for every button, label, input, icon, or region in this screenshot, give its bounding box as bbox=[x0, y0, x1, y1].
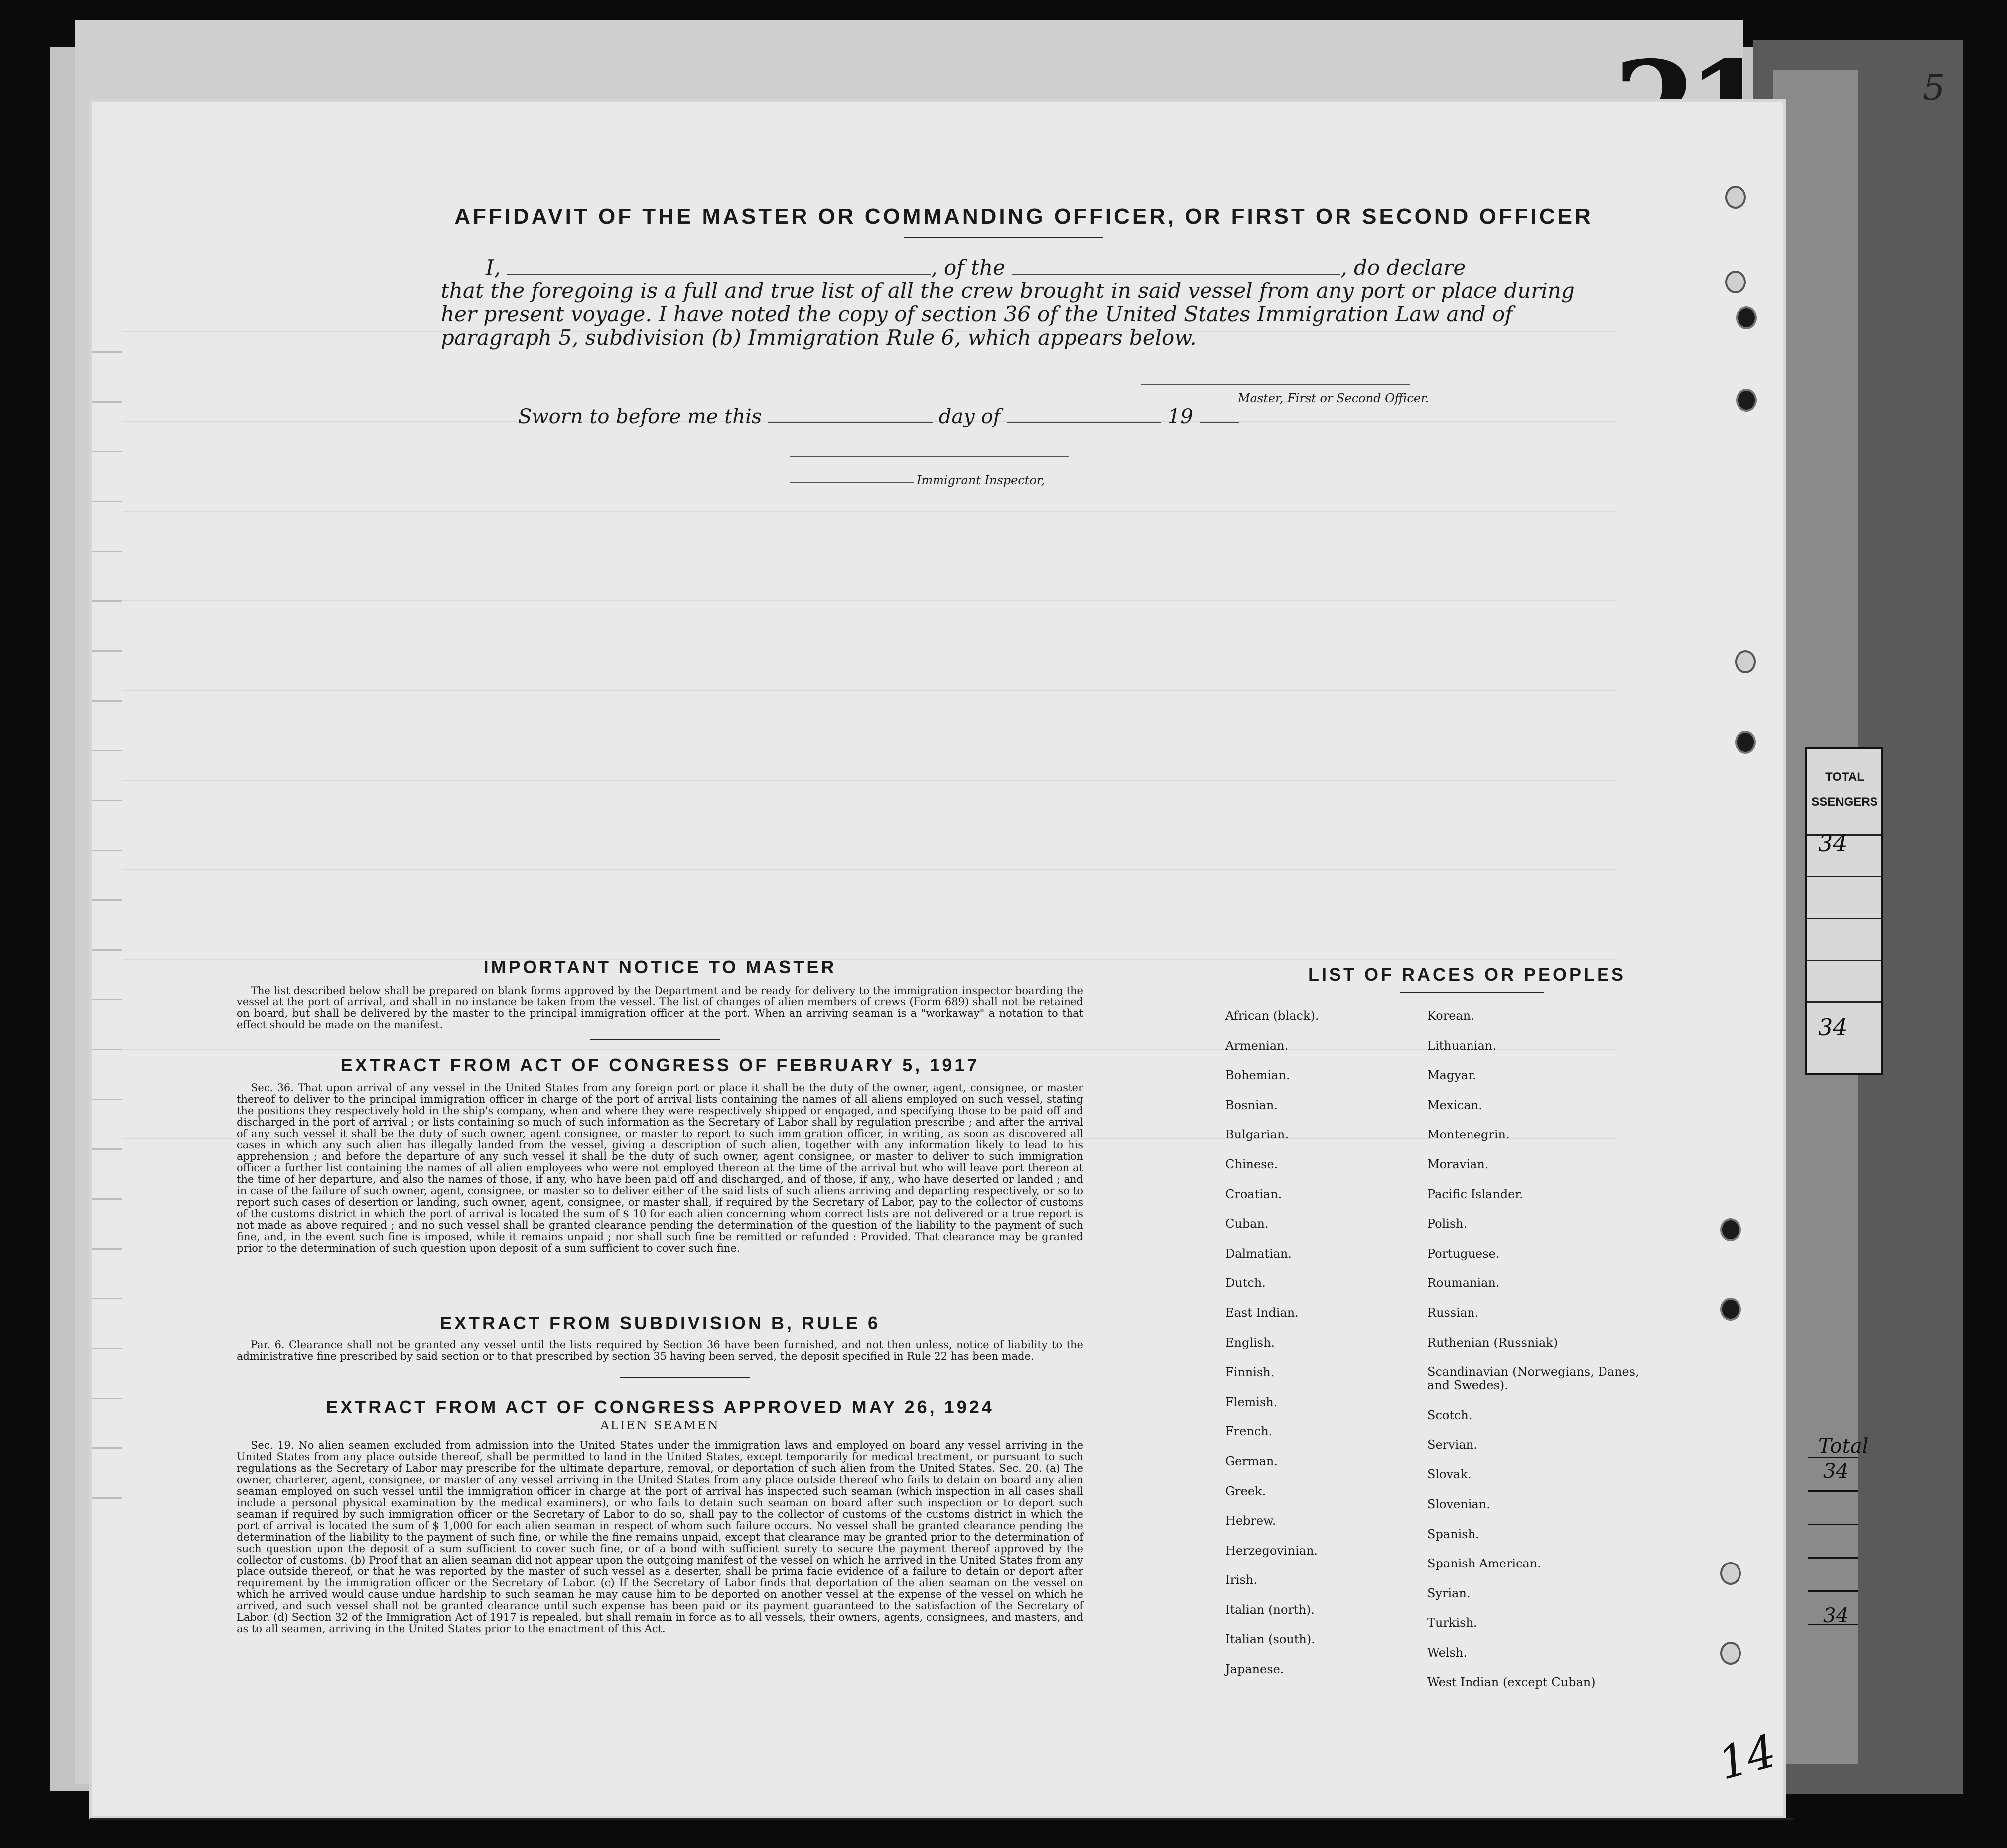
race-item: Italian (north). bbox=[1225, 1602, 1315, 1617]
sworn-month-blank bbox=[1007, 407, 1161, 423]
sworn-year: 19 bbox=[1167, 405, 1193, 428]
total-passengers-header bbox=[1807, 765, 1882, 815]
race-item: Welsh. bbox=[1427, 1645, 1467, 1660]
race-item: African (black). bbox=[1225, 1009, 1319, 1023]
affidavit-i: I, bbox=[486, 255, 501, 280]
sworn-text: Sworn to before me this bbox=[518, 405, 762, 428]
name-blank bbox=[507, 259, 931, 275]
race-item: Mexican. bbox=[1427, 1098, 1482, 1112]
notice-rule bbox=[590, 1039, 720, 1040]
race-item: Greek. bbox=[1225, 1484, 1266, 1498]
punch-hole bbox=[1720, 1298, 1741, 1321]
race-item: Lithuanian. bbox=[1427, 1038, 1497, 1053]
affidavit-do-declare: , do declare bbox=[1340, 255, 1466, 280]
race-item: Armenian. bbox=[1225, 1038, 1289, 1053]
master-signature-line bbox=[1141, 384, 1410, 385]
races-column-1 bbox=[1225, 1009, 1435, 1692]
race-item: English. bbox=[1225, 1335, 1275, 1350]
total-lines bbox=[1808, 1425, 1858, 1625]
bottom-edge bbox=[90, 1818, 1793, 1820]
punch-hole bbox=[1725, 271, 1746, 293]
race-item: French. bbox=[1225, 1424, 1273, 1439]
race-item: Bohemian. bbox=[1225, 1068, 1290, 1083]
master-signature-label: Master, First or Second Officer. bbox=[1238, 391, 1429, 405]
punch-hole bbox=[1720, 1562, 1741, 1585]
race-item: Korean. bbox=[1427, 1009, 1474, 1023]
race-item: Japanese. bbox=[1225, 1662, 1284, 1677]
race-item: Dutch. bbox=[1225, 1276, 1266, 1290]
race-item: Turkish. bbox=[1427, 1616, 1477, 1630]
extract-1917-text: Sec. 36. That upon arrival of any vessel in the United States from any foreign port or place it shall be the duty of the owner, agent, consignee, or master thereof to deliver to the principal immigration officer in charge of the port of arrival lists containing the names of all aliens employed on such vessel, stating the positions they respectively hold in the ship's company, when and where they were respectively shipped or engaged, and specifying those to be paid off and discharged in the port of arrival ; or lists containing so much of such information as the Secretary of Labor shall by regulation prescribe ; and after the arrival of any such vessel it shall be the duty of such owner, agent consignee, or master to report to such immigration officer, in writing, as soon as discovered all cases in which any such alien has illegally landed from the vessel, giving a description of such alien, together with any information likely to lead to his apprehension ; and before the departure of any such vessel it shall be the duty of such owner, agent consignee, or master to deliver to such immigration officer a further list containing the names of all alien employees who were not employed thereon at the time of the arrival but who will leave port thereon at the time of her departure, and also the names of those, if any, who have been paid off and discharged, and of those, if any,, who have deserted or landed ; and in case of the failure of such owner, agent, consignee, or master so to deliver either of the said lists of such aliens arriving and departing respectively, or so to report such cases of desertion or landing, such owner, agent, consignee, or master shall, if required by the Secretary of Labor, pay to the collector of customs of the customs district in which the port of arrival is located the sum of $ 10 for each alien concerning whom correct lists are not delivered or a true report is not made as above required ; and no such vessel shall be granted clearance pending the determination of the question of the liability to the payment of such fine, and, in the event such fine is imposed, while it remains unpaid ; nor shall such fine be remitted or refunded : Provided. That clearance may be granted prior to the determination of such question upon deposit of a sum sufficient to cover such fine. bbox=[237, 1082, 1083, 1254]
race-item: Pacific Islander. bbox=[1427, 1187, 1523, 1201]
race-item: Italian (south). bbox=[1225, 1632, 1315, 1647]
race-item: Servian. bbox=[1427, 1437, 1477, 1452]
race-item: Slovenian. bbox=[1427, 1497, 1490, 1511]
race-item: Portuguese. bbox=[1427, 1246, 1500, 1261]
inspector-label: Immigrant Inspector, bbox=[917, 473, 1045, 487]
extract-rule6-title: EXTRACT FROM SUBDIVISION B, RULE 6 bbox=[439, 1313, 881, 1333]
race-item: Finnish. bbox=[1225, 1365, 1275, 1380]
sworn-statement bbox=[518, 405, 1239, 428]
extract-1924-text: Sec. 19. No alien seamen excluded from admission into the United States under the immigration laws and employed on board any vessel arriving in the United States from any place outside thereof, shall be permitted to land in the United States, except temporarily for medical treatment, or pursuant to such regulations as the Secretary of Labor may prescribe for the ultimate departure, removal, or deportation of such alien from the United States. Sec. 20. (a) The owner, charterer, agent, consignee, or master of any vessel arriving in the United States from any place outside thereof who fails to detain on board any alien seaman employed on such vessel until the immigration officer in charge at the port of arrival has inspected such seaman (which inspection in all cases shall include a personal physical examination by the medical examiners), or who fails to detain such seaman on board after such inspection or to deport such seaman if required by such immigration officer or the Secretary of Labor to do so, shall pay to the collector of customs of the customs district in which the port of arrival is located the sum of $ 1,000 for each alien seaman in respect of whom such failure occurs. No vessel shall be granted clearance pending the determination of the liability to the payment of such fine, or while the fine remains unpaid, except that clearance may be granted prior to the determination of such question upon the deposit of a sum sufficient to cover such fine, or of a bond with sufficient surety to secure the payment thereof approved by the collector of customs. (b) Proof that an alien seaman did not appear upon the outgoing manifest of the vessel on which he arrived in the United States from any place outside thereof, or that he was reported by the master of such vessel as a deserter, shall be prima facie evidence of a failure to detain or deport after requirement by the immigration officer or the Secretary of Labor. (c) If the Secretary of Labor finds that deportation of the alien seaman on the vessel on which he arrived would cause undue hardship to such seaman he may cause him to be deported on another vessel at the expense of the vessel on which he arrived, and such vessel shall not be granted clearance until such expense has been paid or its payment guaranteed to the satisfaction of the Secretary of Labor. (d) Section 32 of the Immigration Act of 1917 is repealed, but shall remain in force as to all vessels, their owners, agents, consignees, and masters, and as to all seamen, arriving in the United States prior to the enactment of this Act. bbox=[237, 1439, 1083, 1635]
sworn-day-of: day of bbox=[938, 405, 1001, 428]
rule6-rule bbox=[620, 1377, 750, 1378]
race-item: German. bbox=[1225, 1454, 1278, 1468]
affidavit-title: AFFIDAVIT OF THE MASTER OR COMMANDING OFFICER, OR FIRST OR SECOND OFFICER bbox=[454, 204, 1593, 229]
notice-text: The list described below shall be prepared on blank forms approved by the Department and be ready for delivery to the immigration inspector boarding the vessel at the port of arrival, and shall in no instance be taken from the vessel. The list of changes of alien members of crews (Form 689) shall not be retained on board, but shall be delivered by the master to the principal immigration officer at the port. When an arriving seaman is a "workaway" a notation to that effect should be made on the manifest. bbox=[237, 985, 1083, 1031]
punch-hole bbox=[1720, 1218, 1741, 1241]
extract-1917-title: EXTRACT FROM ACT OF CONGRESS OF FEBRUARY 5, 1917 bbox=[340, 1055, 980, 1075]
affidavit-body bbox=[441, 256, 1587, 349]
race-item: Croatian. bbox=[1225, 1187, 1282, 1201]
races-title-underline bbox=[1400, 992, 1544, 993]
race-item: Bosnian. bbox=[1225, 1098, 1278, 1112]
race-item: Ruthenian (Russniak) bbox=[1427, 1335, 1558, 1350]
race-item: Moravian. bbox=[1427, 1157, 1489, 1171]
extract-1924-title: EXTRACT FROM ACT OF CONGRESS APPROVED MAY 26, 1924 bbox=[326, 1397, 994, 1417]
race-item: Scotch. bbox=[1427, 1408, 1472, 1422]
affidavit-page bbox=[92, 102, 1783, 1816]
extract-rule6-text: Par. 6. Clearance shall not be granted any vessel until the lists required by Section 36 have been furnished, and not then unless, notice of liability to the administrative fine prescribed by said section or to that prescribed by section 35 having been served, the deposit specified in Rule 22 has been made. bbox=[237, 1339, 1083, 1362]
title-underline bbox=[904, 237, 1103, 238]
inspector-line bbox=[790, 482, 914, 483]
race-item: Herzegovinian. bbox=[1225, 1543, 1318, 1558]
punch-hole bbox=[1736, 306, 1757, 329]
punch-hole bbox=[1736, 389, 1757, 412]
extract-1924-subtitle: ALIEN SEAMEN bbox=[600, 1419, 720, 1432]
race-item: Roumanian. bbox=[1427, 1276, 1500, 1290]
sworn-day-blank bbox=[768, 407, 933, 423]
race-item: East Indian. bbox=[1225, 1305, 1299, 1320]
race-item: Spanish American. bbox=[1427, 1557, 1541, 1571]
race-item: Montenegrin. bbox=[1427, 1128, 1510, 1142]
vessel-blank bbox=[1012, 259, 1340, 275]
race-item: Syrian. bbox=[1427, 1586, 1471, 1600]
handwritten-total: 34 bbox=[1823, 1604, 1849, 1627]
race-item: Dalmatian. bbox=[1225, 1246, 1292, 1261]
inspector-signature-line bbox=[790, 456, 1069, 457]
header-passengers: SSENGERS bbox=[1811, 795, 1878, 809]
races-column-2 bbox=[1427, 1009, 1661, 1705]
notice-title: IMPORTANT NOTICE TO MASTER bbox=[483, 957, 837, 977]
punch-hole bbox=[1735, 650, 1756, 673]
race-item: Magyar. bbox=[1427, 1068, 1476, 1083]
race-item: Flemish. bbox=[1225, 1395, 1278, 1409]
race-item: West Indian (except Cuban) bbox=[1427, 1675, 1596, 1690]
race-item: Irish. bbox=[1225, 1573, 1258, 1587]
affidavit-of-the: , of the bbox=[931, 255, 1005, 280]
punch-hole bbox=[1720, 1642, 1741, 1665]
races-title: LIST OF RACES OR PEOPLES bbox=[1308, 964, 1626, 985]
race-item: Scandinavian (Norwegians, Danes, and Swedes). bbox=[1427, 1365, 1639, 1393]
handwritten-entry: 34 bbox=[1818, 830, 1848, 856]
header-total: TOTAL bbox=[1825, 770, 1864, 784]
race-item: Chinese. bbox=[1225, 1157, 1278, 1171]
handwritten-total: 34 bbox=[1823, 1460, 1849, 1483]
race-item: Bulgarian. bbox=[1225, 1128, 1289, 1142]
handwritten-entry: 34 bbox=[1818, 1014, 1848, 1041]
affidavit-declaration: that the foregoing is a full and true list of all the crew brought in said vessel from any port or place during her present voyage. I have noted the copy of section 36 of the United States Immigration Law and of paragraph 5, subdivision (b) Immigration Rule 6, which appears below. bbox=[441, 279, 1575, 350]
sworn-year-blank bbox=[1200, 407, 1239, 423]
corner-mark: 5 bbox=[1923, 67, 1945, 108]
punch-hole bbox=[1725, 186, 1746, 209]
race-item: Cuban. bbox=[1225, 1217, 1269, 1231]
handwritten-mark: 14 bbox=[1713, 1724, 1782, 1791]
race-item: Russian. bbox=[1427, 1305, 1479, 1320]
race-item: Hebrew. bbox=[1225, 1514, 1276, 1528]
affidavit-line-1 bbox=[441, 256, 1587, 279]
side-rulings bbox=[92, 351, 122, 1597]
race-item: Spanish. bbox=[1427, 1527, 1479, 1541]
handwritten-total-label: Total bbox=[1818, 1435, 1869, 1458]
punch-hole bbox=[1735, 731, 1756, 754]
race-item: Slovak. bbox=[1427, 1467, 1472, 1482]
race-item: Polish. bbox=[1427, 1217, 1468, 1231]
